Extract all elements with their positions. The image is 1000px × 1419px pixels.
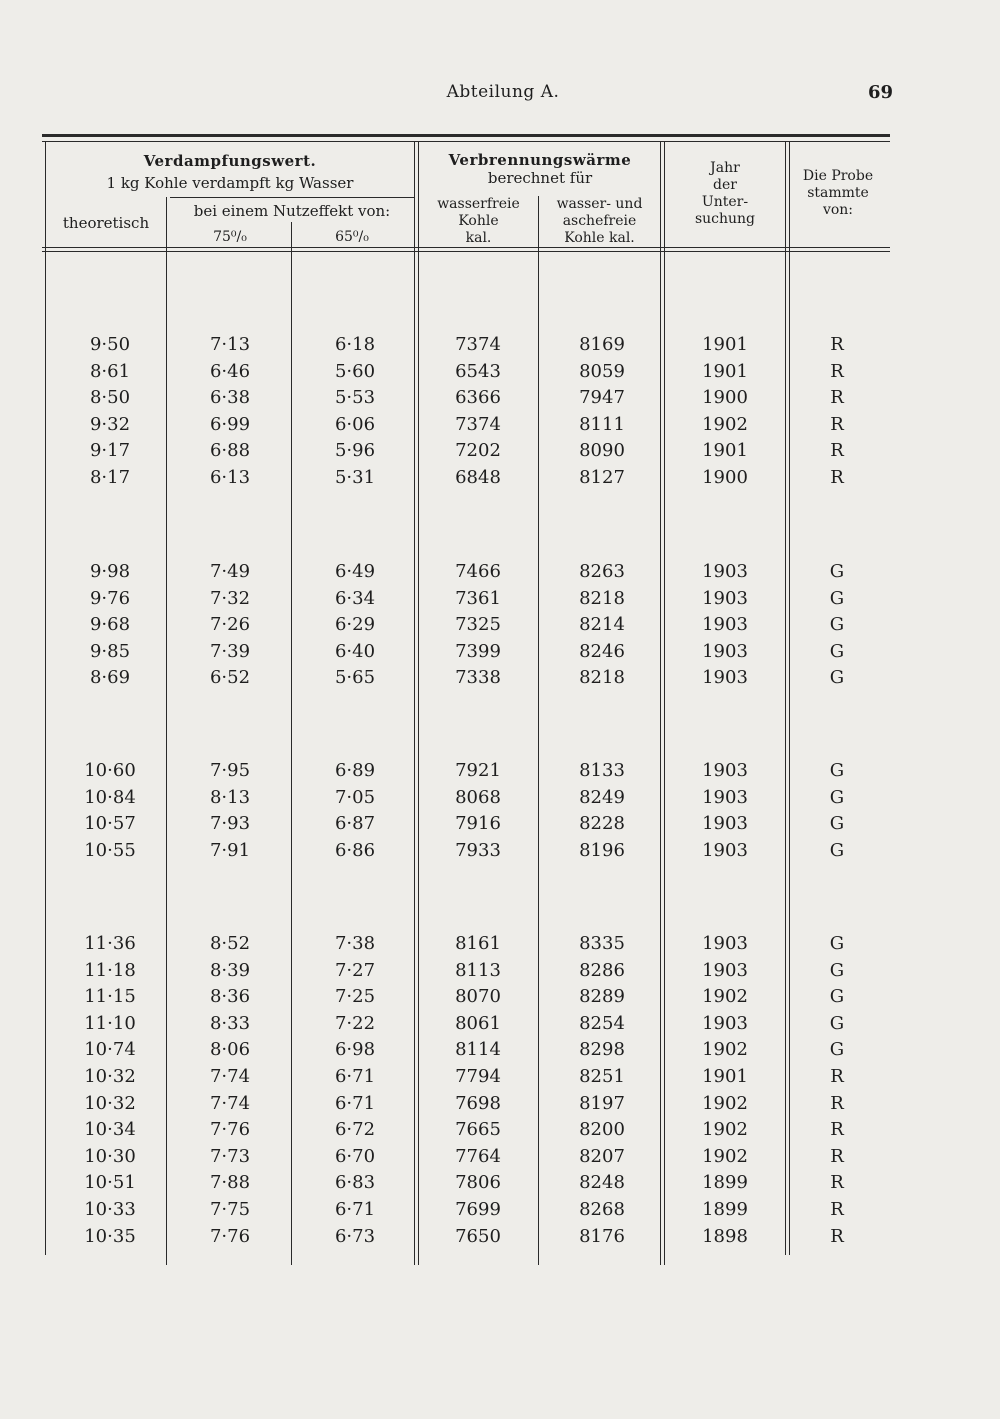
- cell-theoretisch: 8·17: [89, 467, 131, 488]
- cell-jahr: 1902: [702, 1039, 748, 1060]
- col-divider-4: [538, 196, 539, 1265]
- cell-probe: G: [829, 588, 845, 609]
- cell-probe: R: [830, 387, 844, 408]
- cell-theoretisch: 11·15: [84, 986, 136, 1007]
- cell-aschefrei: 8218: [579, 667, 625, 688]
- header-rule: [42, 247, 890, 248]
- cell-theoretisch: 10·84: [84, 787, 136, 808]
- verbrennung-subtitle: berechnet für: [487, 169, 593, 187]
- cell-aschefrei: 7947: [579, 387, 625, 408]
- cell-75: 7·74: [209, 1093, 251, 1114]
- wasserfreie-header: wasserfreie Kohle kal.: [437, 196, 520, 246]
- cell-probe: R: [830, 467, 844, 488]
- cell-65: 6·87: [334, 813, 376, 834]
- col-divider-2: [291, 222, 292, 1265]
- cell-jahr: 1900: [702, 387, 748, 408]
- cell-wasserfrei: 7202: [455, 440, 501, 461]
- cell-65: 7·25: [334, 986, 376, 1007]
- cell-jahr: 1903: [702, 933, 748, 954]
- cell-jahr: 1902: [702, 986, 748, 1007]
- cell-probe: G: [829, 561, 845, 582]
- cell-65: 6·71: [334, 1066, 376, 1087]
- cell-aschefrei: 8289: [579, 986, 625, 1007]
- cell-probe: G: [829, 1039, 845, 1060]
- cell-wasserfrei: 7325: [455, 614, 501, 635]
- cell-75: 8·13: [209, 787, 251, 808]
- cell-theoretisch: 10·34: [84, 1119, 136, 1140]
- cell-jahr: 1903: [702, 667, 748, 688]
- verbrennung-title: Verbrennungswärme: [448, 151, 632, 169]
- cell-aschefrei: 8133: [579, 760, 625, 781]
- cell-probe: R: [830, 1146, 844, 1167]
- cell-probe: G: [829, 1013, 845, 1034]
- cell-wasserfrei: 8113: [455, 960, 501, 981]
- cell-wasserfrei: 7921: [455, 760, 501, 781]
- cell-jahr: 1902: [702, 1146, 748, 1167]
- cell-probe: R: [830, 334, 844, 355]
- cell-probe: G: [829, 960, 845, 981]
- cell-65: 5·60: [334, 361, 376, 382]
- cell-jahr: 1901: [702, 440, 748, 461]
- cell-aschefrei: 8335: [579, 933, 625, 954]
- cell-jahr: 1903: [702, 1013, 748, 1034]
- cell-jahr: 1898: [702, 1226, 748, 1247]
- cell-aschefrei: 8298: [579, 1039, 625, 1060]
- cell-75: 7·39: [209, 641, 251, 662]
- cell-65: 6·72: [334, 1119, 376, 1140]
- cell-wasserfrei: 7466: [455, 561, 501, 582]
- cell-probe: R: [830, 1172, 844, 1193]
- cell-wasserfrei: 7665: [455, 1119, 501, 1140]
- cell-75: 7·88: [209, 1172, 251, 1193]
- col-divider-6b: [789, 141, 790, 1255]
- cell-wasserfrei: 7806: [455, 1172, 501, 1193]
- cell-65: 6·18: [334, 334, 376, 355]
- probe-header: Die Probe stammte von:: [802, 168, 874, 218]
- cell-aschefrei: 8248: [579, 1172, 625, 1193]
- cell-aschefrei: 8090: [579, 440, 625, 461]
- cell-theoretisch: 9·50: [89, 334, 131, 355]
- cell-probe: G: [829, 840, 845, 861]
- cell-probe: G: [829, 760, 845, 781]
- cell-65: 6·73: [334, 1226, 376, 1247]
- cell-jahr: 1903: [702, 561, 748, 582]
- cell-jahr: 1899: [702, 1199, 748, 1220]
- cell-theoretisch: 8·50: [89, 387, 131, 408]
- cell-aschefrei: 8169: [579, 334, 625, 355]
- cell-theoretisch: 8·69: [89, 667, 131, 688]
- cell-wasserfrei: 6848: [455, 467, 501, 488]
- cell-aschefrei: 8176: [579, 1226, 625, 1247]
- p75-label: 75⁰/₀: [213, 229, 247, 245]
- cell-theoretisch: 10·33: [84, 1199, 136, 1220]
- cell-65: 7·27: [334, 960, 376, 981]
- cell-wasserfrei: 7933: [455, 840, 501, 861]
- cell-75: 7·91: [209, 840, 251, 861]
- cell-wasserfrei: 8068: [455, 787, 501, 808]
- aschefreie-header: wasser- und aschefreie Kohle kal.: [556, 196, 643, 246]
- cell-wasserfrei: 7764: [455, 1146, 501, 1167]
- cell-jahr: 1903: [702, 813, 748, 834]
- cell-aschefrei: 8196: [579, 840, 625, 861]
- cell-jahr: 1901: [702, 334, 748, 355]
- cell-aschefrei: 8228: [579, 813, 625, 834]
- subheader-rule-verdampf: [170, 197, 414, 198]
- cell-65: 6·71: [334, 1093, 376, 1114]
- cell-theoretisch: 9·85: [89, 641, 131, 662]
- cell-probe: G: [829, 787, 845, 808]
- cell-probe: R: [830, 361, 844, 382]
- cell-aschefrei: 8200: [579, 1119, 625, 1140]
- cell-75: 7·76: [209, 1226, 251, 1247]
- cell-65: 7·22: [334, 1013, 376, 1034]
- cell-65: 5·31: [334, 467, 376, 488]
- cell-probe: G: [829, 667, 845, 688]
- cell-jahr: 1903: [702, 840, 748, 861]
- running-head: Abteilung A.: [446, 82, 560, 102]
- cell-wasserfrei: 7338: [455, 667, 501, 688]
- cell-65: 6·29: [334, 614, 376, 635]
- cell-aschefrei: 8059: [579, 361, 625, 382]
- cell-75: 7·76: [209, 1119, 251, 1140]
- cell-jahr: 1901: [702, 361, 748, 382]
- cell-wasserfrei: 7916: [455, 813, 501, 834]
- cell-65: 6·83: [334, 1172, 376, 1193]
- cell-65: 7·05: [334, 787, 376, 808]
- cell-65: 5·65: [334, 667, 376, 688]
- cell-75: 6·46: [209, 361, 251, 382]
- cell-theoretisch: 10·32: [84, 1066, 136, 1087]
- cell-probe: R: [830, 1199, 844, 1220]
- cell-probe: G: [829, 986, 845, 1007]
- cell-75: 6·88: [209, 440, 251, 461]
- cell-75: 7·93: [209, 813, 251, 834]
- cell-wasserfrei: 8070: [455, 986, 501, 1007]
- cell-probe: R: [830, 1119, 844, 1140]
- cell-theoretisch: 10·30: [84, 1146, 136, 1167]
- cell-75: 6·99: [209, 414, 251, 435]
- cell-75: 7·75: [209, 1199, 251, 1220]
- cell-jahr: 1903: [702, 614, 748, 635]
- cell-75: 8·39: [209, 960, 251, 981]
- cell-wasserfrei: 6543: [455, 361, 501, 382]
- cell-jahr: 1901: [702, 1066, 748, 1087]
- top-rule-thin: [42, 141, 890, 142]
- cell-65: 5·96: [334, 440, 376, 461]
- cell-wasserfrei: 7698: [455, 1093, 501, 1114]
- cell-aschefrei: 8127: [579, 467, 625, 488]
- cell-65: 6·86: [334, 840, 376, 861]
- cell-wasserfrei: 8161: [455, 933, 501, 954]
- cell-theoretisch: 10·74: [84, 1039, 136, 1060]
- cell-65: 6·98: [334, 1039, 376, 1060]
- cell-75: 7·74: [209, 1066, 251, 1087]
- cell-jahr: 1903: [702, 760, 748, 781]
- cell-jahr: 1903: [702, 641, 748, 662]
- cell-theoretisch: 10·60: [84, 760, 136, 781]
- cell-wasserfrei: 7650: [455, 1226, 501, 1247]
- cell-aschefrei: 8246: [579, 641, 625, 662]
- cell-theoretisch: 9·98: [89, 561, 131, 582]
- cell-65: 6·70: [334, 1146, 376, 1167]
- nutzeffekt-label: bei einem Nutzeffekt von:: [193, 202, 391, 220]
- cell-wasserfrei: 8114: [455, 1039, 501, 1060]
- cell-theoretisch: 11·10: [84, 1013, 136, 1034]
- cell-aschefrei: 8268: [579, 1199, 625, 1220]
- cell-jahr: 1903: [702, 588, 748, 609]
- cell-aschefrei: 8214: [579, 614, 625, 635]
- cell-wasserfrei: 7374: [455, 414, 501, 435]
- cell-jahr: 1903: [702, 787, 748, 808]
- cell-theoretisch: 10·55: [84, 840, 136, 861]
- cell-probe: R: [830, 1066, 844, 1087]
- cell-probe: G: [829, 641, 845, 662]
- cell-aschefrei: 8207: [579, 1146, 625, 1167]
- cell-theoretisch: 11·36: [84, 933, 136, 954]
- cell-75: 8·36: [209, 986, 251, 1007]
- cell-65: 6·40: [334, 641, 376, 662]
- cell-jahr: 1902: [702, 1119, 748, 1140]
- p65-label: 65⁰/₀: [335, 229, 369, 245]
- cell-75: 7·73: [209, 1146, 251, 1167]
- cell-theoretisch: 11·18: [84, 960, 136, 981]
- verdampfung-title: Verdampfungswert.: [143, 152, 317, 170]
- header-rule-2: [42, 251, 890, 252]
- cell-wasserfrei: 6366: [455, 387, 501, 408]
- cell-75: 7·32: [209, 588, 251, 609]
- theoretisch-label: theoretisch: [62, 214, 150, 232]
- cell-probe: G: [829, 933, 845, 954]
- top-rule: [42, 134, 890, 137]
- cell-theoretisch: 9·68: [89, 614, 131, 635]
- cell-aschefrei: 8249: [579, 787, 625, 808]
- cell-theoretisch: 9·76: [89, 588, 131, 609]
- cell-wasserfrei: 7361: [455, 588, 501, 609]
- cell-75: 7·49: [209, 561, 251, 582]
- cell-aschefrei: 8251: [579, 1066, 625, 1087]
- cell-75: 6·13: [209, 467, 251, 488]
- cell-probe: G: [829, 614, 845, 635]
- cell-wasserfrei: 7374: [455, 334, 501, 355]
- cell-aschefrei: 8111: [579, 414, 625, 435]
- jahr-header: Jahr der Unter- suchung: [694, 160, 756, 227]
- cell-wasserfrei: 8061: [455, 1013, 501, 1034]
- cell-theoretisch: 10·51: [84, 1172, 136, 1193]
- cell-65: 6·06: [334, 414, 376, 435]
- cell-probe: G: [829, 813, 845, 834]
- cell-75: 6·38: [209, 387, 251, 408]
- cell-aschefrei: 8263: [579, 561, 625, 582]
- cell-theoretisch: 10·57: [84, 813, 136, 834]
- cell-wasserfrei: 7699: [455, 1199, 501, 1220]
- cell-75: 7·95: [209, 760, 251, 781]
- cell-75: 8·52: [209, 933, 251, 954]
- cell-65: 6·49: [334, 561, 376, 582]
- cell-aschefrei: 8197: [579, 1093, 625, 1114]
- cell-theoretisch: 9·32: [89, 414, 131, 435]
- cell-75: 6·52: [209, 667, 251, 688]
- cell-75: 8·06: [209, 1039, 251, 1060]
- page-number: 69: [868, 82, 894, 103]
- cell-wasserfrei: 7794: [455, 1066, 501, 1087]
- cell-jahr: 1902: [702, 414, 748, 435]
- cell-65: 6·89: [334, 760, 376, 781]
- cell-probe: R: [830, 414, 844, 435]
- cell-65: 7·38: [334, 933, 376, 954]
- cell-75: 8·33: [209, 1013, 251, 1034]
- cell-75: 7·26: [209, 614, 251, 635]
- col-divider-6a: [785, 141, 786, 1255]
- cell-75: 7·13: [209, 334, 251, 355]
- cell-jahr: 1900: [702, 467, 748, 488]
- cell-probe: R: [830, 1093, 844, 1114]
- cell-wasserfrei: 7399: [455, 641, 501, 662]
- verdampfung-subtitle: 1 kg Kohle verdampft kg Wasser: [106, 174, 354, 192]
- cell-probe: R: [830, 440, 844, 461]
- cell-aschefrei: 8286: [579, 960, 625, 981]
- cell-jahr: 1903: [702, 960, 748, 981]
- cell-theoretisch: 10·32: [84, 1093, 136, 1114]
- cell-theoretisch: 8·61: [89, 361, 131, 382]
- cell-jahr: 1902: [702, 1093, 748, 1114]
- cell-theoretisch: 9·17: [89, 440, 131, 461]
- cell-jahr: 1899: [702, 1172, 748, 1193]
- cell-65: 6·71: [334, 1199, 376, 1220]
- cell-aschefrei: 8254: [579, 1013, 625, 1034]
- cell-probe: R: [830, 1226, 844, 1247]
- cell-theoretisch: 10·35: [84, 1226, 136, 1247]
- cell-65: 5·53: [334, 387, 376, 408]
- col-divider-left: [45, 141, 46, 1255]
- cell-aschefrei: 8218: [579, 588, 625, 609]
- cell-65: 6·34: [334, 588, 376, 609]
